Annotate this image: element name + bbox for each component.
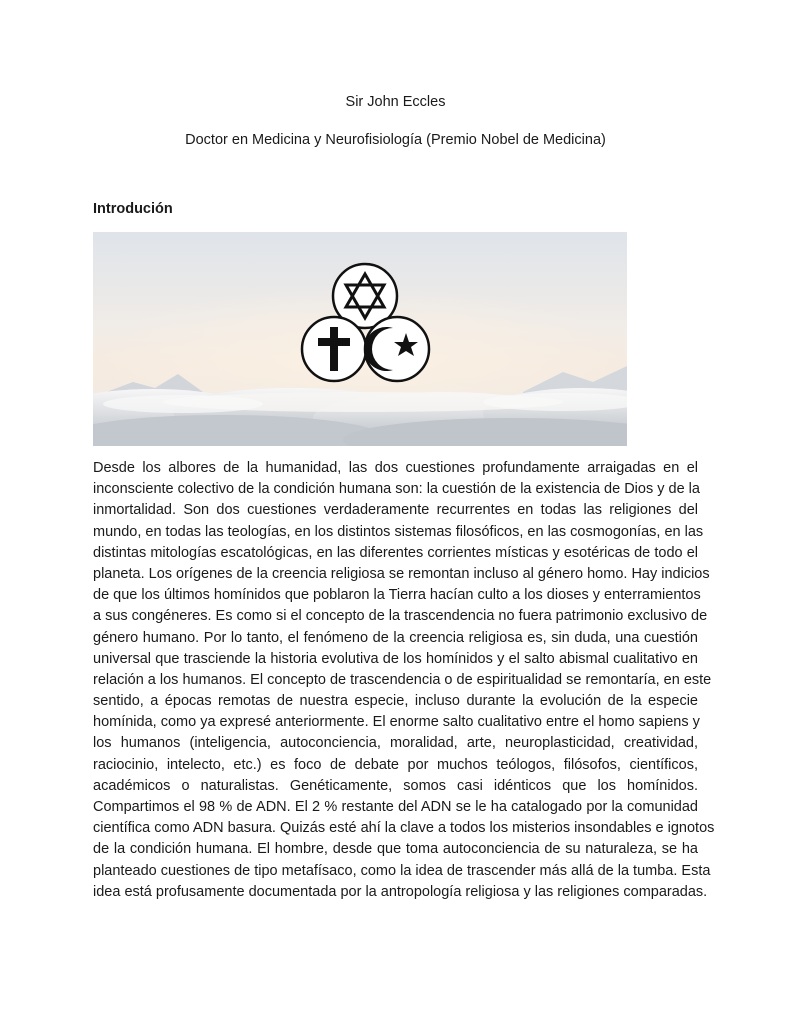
body-line: Desde los albores de la humanidad, las dos cuestiones profundamente arraigadas en el bbox=[93, 460, 698, 476]
body-line: universal que trasciende la historia evolutiva de los homínidos y el salto abismal cualitativo en bbox=[93, 650, 698, 667]
body-line: homínida, como ya expresé anteriormente. El enorme salto cualitativo entre el homo sapiens y bbox=[93, 714, 700, 731]
body-line: académicos o naturalistas. Genéticamente, somos casi idénticos que los homínidos. bbox=[93, 777, 698, 794]
body-line: científica como ADN basura. Quizás esté ahí la clave a todos los misterios insondables e ignotos bbox=[93, 820, 715, 837]
hero-image-graphic bbox=[93, 232, 627, 446]
body-line: distintas mitologías escatológicas, en las diferentes corrientes místicas y esotéricas de todo el bbox=[93, 544, 698, 561]
body-line: inmortalidad. Son dos cuestiones verdaderamente recurrentes en todas las religiones del bbox=[93, 502, 698, 519]
body-line: de la condición humana. El hombre, desde que toma autoconciencia de su naturaleza, se ha bbox=[93, 841, 698, 858]
author-credentials: Doctor en Medicina y Neurofisiología (Premio Nobel de Medicina) bbox=[185, 132, 606, 148]
body-line: idea está profusamente documentada por la antropología religiosa y las religiones comparadas. bbox=[93, 883, 708, 900]
body-line: mundo, en todas las teologías, en los distintos sistemas filosóficos, en las cosmogonías, en las bbox=[93, 523, 704, 540]
body-line: inconsciente colectivo de la condición humana son: la cuestión de la existencia de Dios y de la bbox=[93, 481, 700, 498]
author-name: Sir John Eccles bbox=[345, 94, 446, 110]
body-paragraph bbox=[93, 458, 715, 903]
body-line: sentido, a épocas remotas de nuestra especie, incluso durante la evolución de la especie bbox=[93, 693, 698, 710]
body-line: raciocinio, intelecto, etc.) es foco de debate por muchos teólogos, filósofos, científicos, bbox=[93, 756, 698, 773]
cross-icon bbox=[302, 317, 366, 381]
body-line: género humano. Por lo tanto, el fenómeno de la creencia religiosa es, sin duda, una cuestión bbox=[93, 629, 698, 646]
body-line: planteado cuestiones de tipo metafísaco, como la idea de trascender más allá de la tumba. Esta bbox=[93, 862, 711, 879]
section-heading: Introdución bbox=[93, 201, 173, 217]
body-line: planeta. Los orígenes de la creencia religiosa se remontan incluso al género homo. Hay indicios bbox=[93, 565, 710, 582]
body-line: relación a los humanos. El concepto de trascendencia o de espiritualidad se remontaría, en este bbox=[93, 671, 712, 688]
body-line: de que los últimos homínidos que poblaron la Tierra hacían culto a los dioses y enterramientos bbox=[93, 587, 701, 604]
body-line: los humanos (inteligencia, autoconciencia, moralidad, arte, neuroplasticidad, creatividad, bbox=[93, 735, 698, 752]
body-line: a sus congéneres. Es como si el concepto de la trascendencia no fuera patrimonio exclusivo de bbox=[93, 608, 708, 625]
hero-image bbox=[93, 232, 627, 446]
body-line: Compartimos el 98 % de ADN. El 2 % restante del ADN se le ha catalogado por la comunidad bbox=[93, 799, 698, 815]
star-and-crescent-icon bbox=[364, 317, 429, 381]
